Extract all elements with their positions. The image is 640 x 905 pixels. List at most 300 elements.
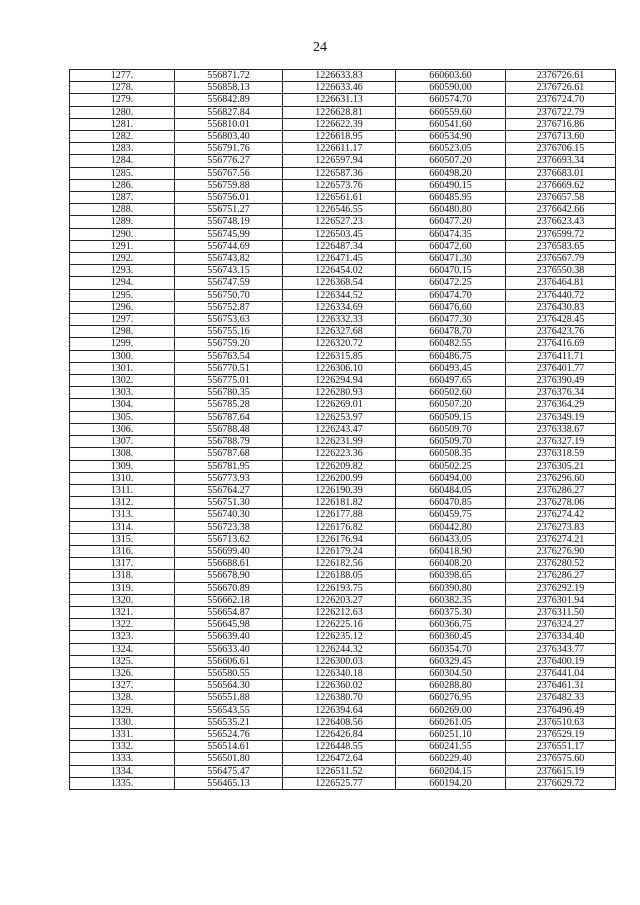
x-coordinate-1-cell: 556759.88 <box>175 179 283 191</box>
x-coordinate-2-cell: 660498.20 <box>396 167 506 179</box>
x-coordinate-2-cell: 660490.15 <box>396 179 506 191</box>
point-number-cell: 1297. <box>70 314 175 326</box>
x-coordinate-2-cell: 660276.95 <box>396 692 506 704</box>
table-row <box>70 192 616 204</box>
table-row <box>70 582 616 594</box>
table-row <box>70 509 616 521</box>
point-number-cell: 1300. <box>70 350 175 362</box>
point-number-cell: 1333. <box>70 753 175 765</box>
table-row <box>70 155 616 167</box>
x-coordinate-1-cell: 556670.89 <box>175 582 283 594</box>
x-coordinate-2-cell: 660229.40 <box>396 753 506 765</box>
x-coordinate-1-cell: 556688.61 <box>175 558 283 570</box>
x-coordinate-1-cell: 556580.55 <box>175 667 283 679</box>
y-coordinate-2-cell: 2376301.94 <box>506 594 616 606</box>
x-coordinate-1-cell: 556748.19 <box>175 216 283 228</box>
point-number-cell: 1279. <box>70 94 175 106</box>
x-coordinate-1-cell: 556780.35 <box>175 387 283 399</box>
point-number-cell: 1310. <box>70 472 175 484</box>
table-row <box>70 558 616 570</box>
y-coordinate-2-cell: 2376464.81 <box>506 277 616 289</box>
point-number-cell: 1294. <box>70 277 175 289</box>
point-number-cell: 1306. <box>70 423 175 435</box>
table-row <box>70 204 616 216</box>
y-coordinate-1-cell: 1226408.56 <box>283 716 396 728</box>
x-coordinate-1-cell: 556535.21 <box>175 716 283 728</box>
table-row <box>70 448 616 460</box>
y-coordinate-2-cell: 2376273.83 <box>506 521 616 533</box>
y-coordinate-1-cell: 1226471.45 <box>283 253 396 265</box>
x-coordinate-2-cell: 660502.25 <box>396 460 506 472</box>
table-row <box>70 570 616 582</box>
y-coordinate-2-cell: 2376278.06 <box>506 497 616 509</box>
point-number-cell: 1287. <box>70 192 175 204</box>
y-coordinate-1-cell: 1226633.83 <box>283 70 396 82</box>
y-coordinate-2-cell: 2376364.29 <box>506 399 616 411</box>
x-coordinate-2-cell: 660507.20 <box>396 155 506 167</box>
table-row <box>70 399 616 411</box>
x-coordinate-2-cell: 660288.80 <box>396 680 506 692</box>
x-coordinate-2-cell: 660477.30 <box>396 314 506 326</box>
point-number-cell: 1302. <box>70 375 175 387</box>
x-coordinate-1-cell: 556514.61 <box>175 741 283 753</box>
table-row <box>70 326 616 338</box>
x-coordinate-1-cell: 556524.76 <box>175 728 283 740</box>
y-coordinate-2-cell: 2376726.61 <box>506 70 616 82</box>
y-coordinate-1-cell: 1226294.94 <box>283 375 396 387</box>
table-row <box>70 619 616 631</box>
y-coordinate-1-cell: 1226253.97 <box>283 411 396 423</box>
y-coordinate-1-cell: 1226188.05 <box>283 570 396 582</box>
y-coordinate-1-cell: 1226368.54 <box>283 277 396 289</box>
table-row <box>70 118 616 130</box>
x-coordinate-2-cell: 660477.20 <box>396 216 506 228</box>
y-coordinate-1-cell: 1226315.85 <box>283 350 396 362</box>
table-row <box>70 265 616 277</box>
y-coordinate-1-cell: 1226300.03 <box>283 655 396 667</box>
point-number-cell: 1304. <box>70 399 175 411</box>
y-coordinate-1-cell: 1226511.52 <box>283 765 396 777</box>
point-number-cell: 1316. <box>70 545 175 557</box>
x-coordinate-2-cell: 660204.15 <box>396 765 506 777</box>
y-coordinate-2-cell: 2376575.60 <box>506 753 616 765</box>
table-row <box>70 314 616 326</box>
table-row <box>70 411 616 423</box>
x-coordinate-1-cell: 556827.84 <box>175 106 283 118</box>
point-number-cell: 1330. <box>70 716 175 728</box>
y-coordinate-2-cell: 2376423.76 <box>506 326 616 338</box>
x-coordinate-1-cell: 556787.68 <box>175 448 283 460</box>
y-coordinate-2-cell: 2376274.42 <box>506 509 616 521</box>
table-row <box>70 362 616 374</box>
point-number-cell: 1332. <box>70 741 175 753</box>
table-row <box>70 301 616 313</box>
y-coordinate-2-cell: 2376292.19 <box>506 582 616 594</box>
x-coordinate-1-cell: 556785.28 <box>175 399 283 411</box>
x-coordinate-1-cell: 556740.30 <box>175 509 283 521</box>
x-coordinate-1-cell: 556770.51 <box>175 362 283 374</box>
x-coordinate-2-cell: 660484.05 <box>396 484 506 496</box>
x-coordinate-2-cell: 660472.60 <box>396 240 506 252</box>
x-coordinate-2-cell: 660251.10 <box>396 728 506 740</box>
x-coordinate-1-cell: 556743.82 <box>175 253 283 265</box>
coordinates-table <box>69 69 616 790</box>
point-number-cell: 1291. <box>70 240 175 252</box>
table-row <box>70 460 616 472</box>
x-coordinate-1-cell: 556501.80 <box>175 753 283 765</box>
table-row <box>70 497 616 509</box>
y-coordinate-2-cell: 2376657.58 <box>506 192 616 204</box>
x-coordinate-1-cell: 556750.70 <box>175 289 283 301</box>
x-coordinate-1-cell: 556465.13 <box>175 777 283 789</box>
y-coordinate-2-cell: 2376510.63 <box>506 716 616 728</box>
y-coordinate-2-cell: 2376318.59 <box>506 448 616 460</box>
table-row <box>70 643 616 655</box>
point-number-cell: 1309. <box>70 460 175 472</box>
y-coordinate-1-cell: 1226587.36 <box>283 167 396 179</box>
x-coordinate-1-cell: 556871.72 <box>175 70 283 82</box>
y-coordinate-1-cell: 1226243.47 <box>283 423 396 435</box>
y-coordinate-2-cell: 2376441.04 <box>506 667 616 679</box>
table-row <box>70 167 616 179</box>
y-coordinate-2-cell: 2376583.65 <box>506 240 616 252</box>
y-coordinate-1-cell: 1226225.16 <box>283 619 396 631</box>
table-row <box>70 70 616 82</box>
x-coordinate-1-cell: 556606.61 <box>175 655 283 667</box>
y-coordinate-1-cell: 1226209.82 <box>283 460 396 472</box>
x-coordinate-2-cell: 660471.30 <box>396 253 506 265</box>
x-coordinate-2-cell: 660482.55 <box>396 338 506 350</box>
y-coordinate-1-cell: 1226231.99 <box>283 436 396 448</box>
y-coordinate-2-cell: 2376343.77 <box>506 643 616 655</box>
y-coordinate-1-cell: 1226527.23 <box>283 216 396 228</box>
y-coordinate-2-cell: 2376713.60 <box>506 131 616 143</box>
y-coordinate-1-cell: 1226448.55 <box>283 741 396 753</box>
y-coordinate-2-cell: 2376482.33 <box>506 692 616 704</box>
y-coordinate-1-cell: 1226176.94 <box>283 533 396 545</box>
point-number-cell: 1293. <box>70 265 175 277</box>
y-coordinate-1-cell: 1226344.52 <box>283 289 396 301</box>
table-row <box>70 228 616 240</box>
y-coordinate-1-cell: 1226426.84 <box>283 728 396 740</box>
point-number-cell: 1329. <box>70 704 175 716</box>
point-number-cell: 1280. <box>70 106 175 118</box>
y-coordinate-2-cell: 2376550.38 <box>506 265 616 277</box>
x-coordinate-1-cell: 556745.99 <box>175 228 283 240</box>
table-row <box>70 216 616 228</box>
table-row <box>70 680 616 692</box>
y-coordinate-1-cell: 1226235.12 <box>283 631 396 643</box>
x-coordinate-2-cell: 660486.75 <box>396 350 506 362</box>
point-number-cell: 1296. <box>70 301 175 313</box>
table-row <box>70 777 616 789</box>
y-coordinate-2-cell: 2376349.19 <box>506 411 616 423</box>
y-coordinate-2-cell: 2376567.79 <box>506 253 616 265</box>
point-number-cell: 1292. <box>70 253 175 265</box>
point-number-cell: 1303. <box>70 387 175 399</box>
y-coordinate-2-cell: 2376274.21 <box>506 533 616 545</box>
table-row <box>70 716 616 728</box>
x-coordinate-1-cell: 556713.62 <box>175 533 283 545</box>
point-number-cell: 1281. <box>70 118 175 130</box>
x-coordinate-2-cell: 660474.35 <box>396 228 506 240</box>
y-coordinate-1-cell: 1226622.39 <box>283 118 396 130</box>
point-number-cell: 1305. <box>70 411 175 423</box>
x-coordinate-1-cell: 556564.30 <box>175 680 283 692</box>
point-number-cell: 1313. <box>70 509 175 521</box>
y-coordinate-1-cell: 1226280.93 <box>283 387 396 399</box>
x-coordinate-1-cell: 556475.47 <box>175 765 283 777</box>
x-coordinate-1-cell: 556788.48 <box>175 423 283 435</box>
table-row <box>70 521 616 533</box>
x-coordinate-2-cell: 660476.60 <box>396 301 506 313</box>
x-coordinate-2-cell: 660433.05 <box>396 533 506 545</box>
y-coordinate-2-cell: 2376722.79 <box>506 106 616 118</box>
x-coordinate-2-cell: 660507.20 <box>396 399 506 411</box>
y-coordinate-1-cell: 1226181.82 <box>283 497 396 509</box>
x-coordinate-2-cell: 660442.80 <box>396 521 506 533</box>
table-row <box>70 765 616 777</box>
x-coordinate-1-cell: 556639.40 <box>175 631 283 643</box>
x-coordinate-2-cell: 660485.95 <box>396 192 506 204</box>
y-coordinate-1-cell: 1226394.64 <box>283 704 396 716</box>
x-coordinate-2-cell: 660480.80 <box>396 204 506 216</box>
x-coordinate-1-cell: 556803.40 <box>175 131 283 143</box>
x-coordinate-2-cell: 660470.15 <box>396 265 506 277</box>
x-coordinate-1-cell: 556752.87 <box>175 301 283 313</box>
point-number-cell: 1335. <box>70 777 175 789</box>
x-coordinate-1-cell: 556791.76 <box>175 143 283 155</box>
table-row <box>70 375 616 387</box>
x-coordinate-1-cell: 556645.98 <box>175 619 283 631</box>
x-coordinate-1-cell: 556753.63 <box>175 314 283 326</box>
y-coordinate-2-cell: 2376324.27 <box>506 619 616 631</box>
point-number-cell: 1278. <box>70 82 175 94</box>
point-number-cell: 1289. <box>70 216 175 228</box>
y-coordinate-2-cell: 2376716.86 <box>506 118 616 130</box>
point-number-cell: 1288. <box>70 204 175 216</box>
table-row <box>70 131 616 143</box>
y-coordinate-1-cell: 1226179.24 <box>283 545 396 557</box>
x-coordinate-2-cell: 660497.65 <box>396 375 506 387</box>
x-coordinate-1-cell: 556744.69 <box>175 240 283 252</box>
point-number-cell: 1298. <box>70 326 175 338</box>
y-coordinate-2-cell: 2376430.83 <box>506 301 616 313</box>
x-coordinate-1-cell: 556775.01 <box>175 375 283 387</box>
y-coordinate-1-cell: 1226177.88 <box>283 509 396 521</box>
y-coordinate-1-cell: 1226633.46 <box>283 82 396 94</box>
point-number-cell: 1284. <box>70 155 175 167</box>
table-row <box>70 423 616 435</box>
x-coordinate-1-cell: 556842.89 <box>175 94 283 106</box>
table-row <box>70 728 616 740</box>
table-row <box>70 94 616 106</box>
x-coordinate-2-cell: 660354.70 <box>396 643 506 655</box>
x-coordinate-2-cell: 660509.70 <box>396 423 506 435</box>
y-coordinate-2-cell: 2376428.45 <box>506 314 616 326</box>
x-coordinate-2-cell: 660523.05 <box>396 143 506 155</box>
x-coordinate-1-cell: 556633.40 <box>175 643 283 655</box>
point-number-cell: 1299. <box>70 338 175 350</box>
y-coordinate-1-cell: 1226203.27 <box>283 594 396 606</box>
table-row <box>70 667 616 679</box>
y-coordinate-1-cell: 1226306.10 <box>283 362 396 374</box>
x-coordinate-2-cell: 660494.00 <box>396 472 506 484</box>
y-coordinate-1-cell: 1226193.75 <box>283 582 396 594</box>
y-coordinate-2-cell: 2376390.49 <box>506 375 616 387</box>
x-coordinate-2-cell: 660474.70 <box>396 289 506 301</box>
y-coordinate-1-cell: 1226573.76 <box>283 179 396 191</box>
x-coordinate-1-cell: 556751.30 <box>175 497 283 509</box>
x-coordinate-1-cell: 556678.90 <box>175 570 283 582</box>
x-coordinate-2-cell: 660590.00 <box>396 82 506 94</box>
x-coordinate-2-cell: 660574.70 <box>396 94 506 106</box>
y-coordinate-2-cell: 2376599.72 <box>506 228 616 240</box>
x-coordinate-2-cell: 660603.60 <box>396 70 506 82</box>
point-number-cell: 1324. <box>70 643 175 655</box>
table-row <box>70 253 616 265</box>
point-number-cell: 1286. <box>70 179 175 191</box>
x-coordinate-1-cell: 556543.55 <box>175 704 283 716</box>
x-coordinate-2-cell: 660509.70 <box>396 436 506 448</box>
table-row <box>70 655 616 667</box>
x-coordinate-2-cell: 660478.70 <box>396 326 506 338</box>
point-number-cell: 1326. <box>70 667 175 679</box>
x-coordinate-2-cell: 660382.35 <box>396 594 506 606</box>
x-coordinate-2-cell: 660261.05 <box>396 716 506 728</box>
y-coordinate-2-cell: 2376726.61 <box>506 82 616 94</box>
x-coordinate-1-cell: 556699.40 <box>175 545 283 557</box>
y-coordinate-2-cell: 2376416.69 <box>506 338 616 350</box>
y-coordinate-1-cell: 1226454.02 <box>283 265 396 277</box>
y-coordinate-1-cell: 1226269.01 <box>283 399 396 411</box>
y-coordinate-1-cell: 1226487.34 <box>283 240 396 252</box>
y-coordinate-2-cell: 2376411.71 <box>506 350 616 362</box>
y-coordinate-1-cell: 1226525.77 <box>283 777 396 789</box>
x-coordinate-2-cell: 660470.85 <box>396 497 506 509</box>
y-coordinate-2-cell: 2376642.66 <box>506 204 616 216</box>
x-coordinate-1-cell: 556764.27 <box>175 484 283 496</box>
table-row <box>70 82 616 94</box>
y-coordinate-2-cell: 2376623.43 <box>506 216 616 228</box>
y-coordinate-2-cell: 2376296.60 <box>506 472 616 484</box>
y-coordinate-1-cell: 1226190.39 <box>283 484 396 496</box>
y-coordinate-1-cell: 1226332.33 <box>283 314 396 326</box>
point-number-cell: 1319. <box>70 582 175 594</box>
y-coordinate-1-cell: 1226223.36 <box>283 448 396 460</box>
y-coordinate-2-cell: 2376693.34 <box>506 155 616 167</box>
x-coordinate-1-cell: 556788.79 <box>175 436 283 448</box>
point-number-cell: 1318. <box>70 570 175 582</box>
table-row <box>70 277 616 289</box>
x-coordinate-2-cell: 660541.60 <box>396 118 506 130</box>
x-coordinate-2-cell: 660534.90 <box>396 131 506 143</box>
x-coordinate-1-cell: 556767.56 <box>175 167 283 179</box>
x-coordinate-2-cell: 660360.45 <box>396 631 506 643</box>
y-coordinate-2-cell: 2376683.01 <box>506 167 616 179</box>
y-coordinate-1-cell: 1226340.18 <box>283 667 396 679</box>
x-coordinate-1-cell: 556781.95 <box>175 460 283 472</box>
table-row <box>70 338 616 350</box>
y-coordinate-1-cell: 1226200.99 <box>283 472 396 484</box>
x-coordinate-1-cell: 556763.54 <box>175 350 283 362</box>
page-number: 24 <box>313 40 327 55</box>
point-number-cell: 1277. <box>70 70 175 82</box>
x-coordinate-2-cell: 660472.25 <box>396 277 506 289</box>
x-coordinate-2-cell: 660304.50 <box>396 667 506 679</box>
point-number-cell: 1321. <box>70 606 175 618</box>
table-row <box>70 472 616 484</box>
table-row <box>70 143 616 155</box>
point-number-cell: 1315. <box>70 533 175 545</box>
x-coordinate-2-cell: 660329.45 <box>396 655 506 667</box>
x-coordinate-2-cell: 660559.60 <box>396 106 506 118</box>
y-coordinate-2-cell: 2376440.72 <box>506 289 616 301</box>
table-row <box>70 106 616 118</box>
x-coordinate-2-cell: 660366.75 <box>396 619 506 631</box>
point-number-cell: 1325. <box>70 655 175 667</box>
x-coordinate-1-cell: 556787.64 <box>175 411 283 423</box>
x-coordinate-1-cell: 556755.16 <box>175 326 283 338</box>
y-coordinate-2-cell: 2376615.19 <box>506 765 616 777</box>
x-coordinate-1-cell: 556551.88 <box>175 692 283 704</box>
point-number-cell: 1308. <box>70 448 175 460</box>
point-number-cell: 1314. <box>70 521 175 533</box>
y-coordinate-1-cell: 1226561.61 <box>283 192 396 204</box>
y-coordinate-2-cell: 2376706.15 <box>506 143 616 155</box>
table-row <box>70 436 616 448</box>
table-row <box>70 704 616 716</box>
y-coordinate-1-cell: 1226176.82 <box>283 521 396 533</box>
x-coordinate-1-cell: 556654.87 <box>175 606 283 618</box>
x-coordinate-1-cell: 556743.15 <box>175 265 283 277</box>
x-coordinate-2-cell: 660398.65 <box>396 570 506 582</box>
y-coordinate-1-cell: 1226597.94 <box>283 155 396 167</box>
table-row <box>70 631 616 643</box>
table-row <box>70 179 616 191</box>
y-coordinate-1-cell: 1226628.81 <box>283 106 396 118</box>
point-number-cell: 1323. <box>70 631 175 643</box>
y-coordinate-1-cell: 1226334.69 <box>283 301 396 313</box>
y-coordinate-2-cell: 2376529.19 <box>506 728 616 740</box>
x-coordinate-2-cell: 660493.45 <box>396 362 506 374</box>
y-coordinate-1-cell: 1226327.68 <box>283 326 396 338</box>
y-coordinate-1-cell: 1226611.17 <box>283 143 396 155</box>
point-number-cell: 1327. <box>70 680 175 692</box>
table-row <box>70 484 616 496</box>
y-coordinate-2-cell: 2376496.49 <box>506 704 616 716</box>
point-number-cell: 1317. <box>70 558 175 570</box>
x-coordinate-1-cell: 556776.27 <box>175 155 283 167</box>
point-number-cell: 1283. <box>70 143 175 155</box>
x-coordinate-1-cell: 556759.20 <box>175 338 283 350</box>
y-coordinate-2-cell: 2376286.27 <box>506 570 616 582</box>
y-coordinate-1-cell: 1226618.95 <box>283 131 396 143</box>
y-coordinate-2-cell: 2376276.90 <box>506 545 616 557</box>
x-coordinate-1-cell: 556858.13 <box>175 82 283 94</box>
x-coordinate-2-cell: 660418.90 <box>396 545 506 557</box>
point-number-cell: 1328. <box>70 692 175 704</box>
point-number-cell: 1290. <box>70 228 175 240</box>
y-coordinate-2-cell: 2376400.19 <box>506 655 616 667</box>
y-coordinate-2-cell: 2376376.34 <box>506 387 616 399</box>
x-coordinate-2-cell: 660459.75 <box>396 509 506 521</box>
y-coordinate-1-cell: 1226380.70 <box>283 692 396 704</box>
table-row <box>70 594 616 606</box>
table-row <box>70 753 616 765</box>
table-row <box>70 545 616 557</box>
y-coordinate-1-cell: 1226631.13 <box>283 94 396 106</box>
